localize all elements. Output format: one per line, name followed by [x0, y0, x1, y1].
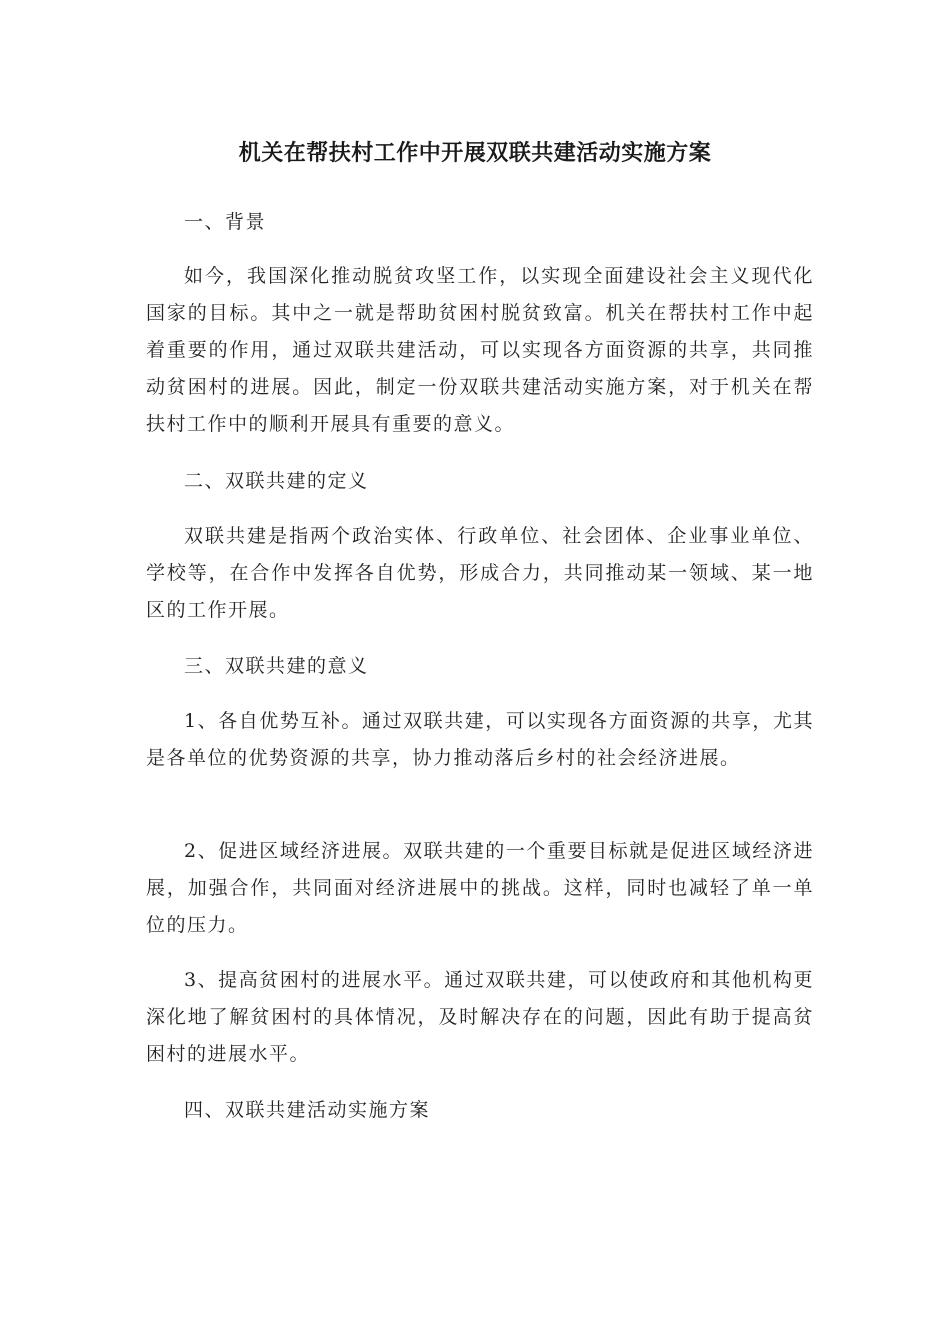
section-heading-implementation: 四、双联共建活动实施方案	[184, 1099, 431, 1121]
section-heading-significance: 三、双联共建的意义	[184, 655, 369, 677]
paragraph-significance-3: 3、提高贫困村的进展水平。通过双联共建，可以使政府和其他机构更深化地了解贫困村的具体情况，及时解决存在的问题，因此有助于提高贫困村的进展水平。	[146, 969, 814, 1065]
paragraph-background: 如今，我国深化推动脱贫攻坚工作，以实现全面建设社会主义现代化国家的目标。其中之一就是帮助贫困村脱贫致富。机关在帮扶村工作中起着重要的作用，通过双联共建活动，可以实现各方面资源的共享，共同推动贫困村的进展。因此，制定一份双联共建活动实施方案，对于机关在帮扶村工作中的顺利开展具有重要的意义。	[146, 265, 814, 435]
paragraph-definition: 双联共建是指两个政治实体、行政单位、社会团体、企业事业单位、学校等，在合作中发挥各自优势，形成合力，共同推动某一领域、某一地区的工作开展。	[146, 525, 814, 621]
section-heading-background: 一、背景	[184, 211, 267, 233]
paragraph-significance-1: 1、各自优势互补。通过双联共建，可以实现各方面资源的共享，尤其是各单位的优势资源的共享，协力推动落后乡村的社会经济进展。	[146, 710, 814, 769]
paragraph-significance-2: 2、促进区域经济进展。双联共建的一个重要目标就是促进区域经济进展，加强合作，共同面对经济进展中的挑战。这样，同时也减轻了单一单位的压力。	[146, 840, 814, 936]
document-title: 机关在帮扶村工作中开展双联共建活动实施方案	[238, 141, 712, 166]
section-heading-definition: 二、双联共建的定义	[184, 470, 369, 492]
